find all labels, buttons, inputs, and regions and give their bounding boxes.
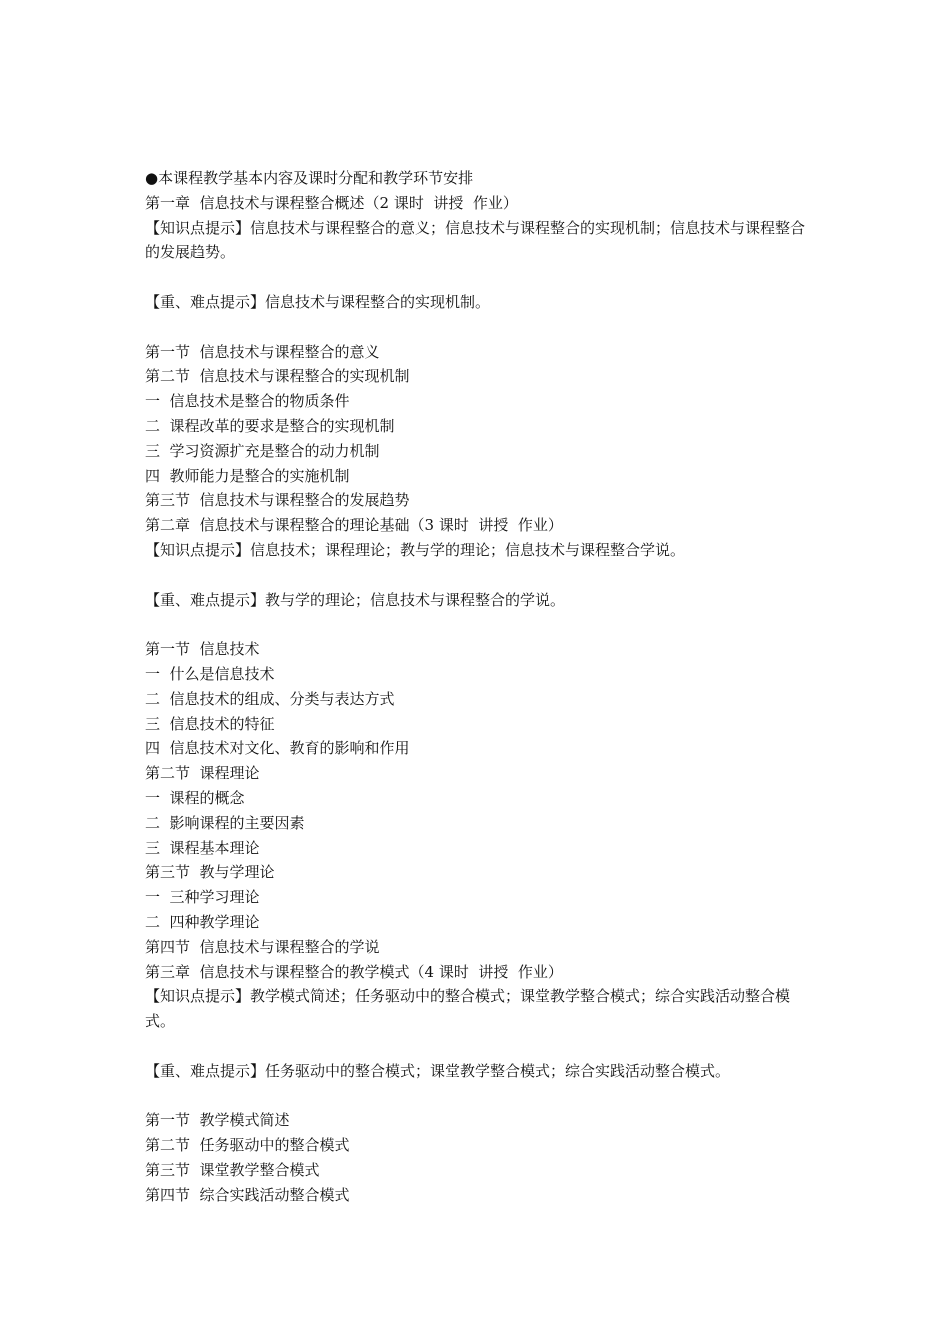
subsection-item: 四 教师能力是整合的实施机制 bbox=[145, 466, 350, 485]
subsection-item: 三 学习资源扩充是整合的动力机制 bbox=[145, 441, 380, 460]
section-item: 第四节 信息技术与课程整合的学说 bbox=[145, 937, 380, 956]
section-item: 第一节 信息技术 bbox=[145, 640, 260, 659]
subsection-item: 一 课程的概念 bbox=[145, 788, 245, 807]
subsection-item: 二 信息技术的组成、分类与表达方式 bbox=[145, 689, 395, 708]
chapter-heading: 第二章 信息技术与课程整合的理论基础（3 课时 讲授 作业） bbox=[145, 516, 563, 535]
knowledge-points: 【知识点提示】信息技术；课程理论；教与学的理论；信息技术与课程整合学说。 bbox=[145, 540, 686, 559]
document-body bbox=[145, 166, 815, 1207]
section-item: 第二节 信息技术与课程整合的实现机制 bbox=[145, 367, 410, 386]
section-item: 第二节 任务驱动中的整合模式 bbox=[145, 1136, 350, 1155]
chapter-heading: 第三章 信息技术与课程整合的教学模式（4 课时 讲授 作业） bbox=[145, 962, 563, 981]
key-difficult-points: 【重、难点提示】教与学的理论；信息技术与课程整合的学说。 bbox=[145, 590, 566, 609]
blank-line bbox=[145, 265, 815, 290]
section-item: 第四节 综合实践活动整合模式 bbox=[145, 1185, 350, 1204]
subsection-item: 一 信息技术是整合的物质条件 bbox=[145, 392, 350, 411]
subsection-item: 三 课程基本理论 bbox=[145, 838, 260, 857]
key-difficult-points: 【重、难点提示】任务驱动中的整合模式；课堂教学整合模式；综合实践活动整合模式。 bbox=[145, 1061, 731, 1080]
section-item: 第三节 信息技术与课程整合的发展趋势 bbox=[145, 491, 410, 510]
subsection-item: 三 信息技术的特征 bbox=[145, 714, 275, 733]
blank-line bbox=[145, 315, 815, 340]
section-item: 第一节 教学模式简述 bbox=[145, 1111, 290, 1130]
chapter-heading: 第一章 信息技术与课程整合概述（2 课时 讲授 作业） bbox=[145, 193, 518, 212]
subsection-item: 二 四种教学理论 bbox=[145, 912, 260, 931]
subsection-item: 一 什么是信息技术 bbox=[145, 664, 275, 683]
knowledge-points: 【知识点提示】信息技术与课程整合的意义；信息技术与课程整合的实现机制；信息技术与课程整合的发展趋势。 bbox=[145, 218, 806, 262]
section-item: 第三节 课堂教学整合模式 bbox=[145, 1160, 320, 1179]
section-item: 第三节 教与学理论 bbox=[145, 863, 275, 882]
blank-line bbox=[145, 1083, 815, 1108]
subsection-item: 一 三种学习理论 bbox=[145, 888, 260, 907]
blank-line bbox=[145, 612, 815, 637]
blank-line bbox=[145, 563, 815, 588]
section-item: 第二节 课程理论 bbox=[145, 764, 260, 783]
knowledge-points: 【知识点提示】教学模式简述；任务驱动中的整合模式；课堂教学整合模式；综合实践活动整合模式。 bbox=[145, 987, 791, 1031]
section-heading: ●本课程教学基本内容及课时分配和教学环节安排 bbox=[145, 169, 474, 187]
subsection-item: 二 课程改革的要求是整合的实现机制 bbox=[145, 416, 395, 435]
subsection-item: 四 信息技术对文化、教育的影响和作用 bbox=[145, 739, 410, 758]
subsection-item: 二 影响课程的主要因素 bbox=[145, 813, 305, 832]
key-difficult-points: 【重、难点提示】信息技术与课程整合的实现机制。 bbox=[145, 292, 491, 311]
section-item: 第一节 信息技术与课程整合的意义 bbox=[145, 342, 380, 361]
blank-line bbox=[145, 1034, 815, 1059]
